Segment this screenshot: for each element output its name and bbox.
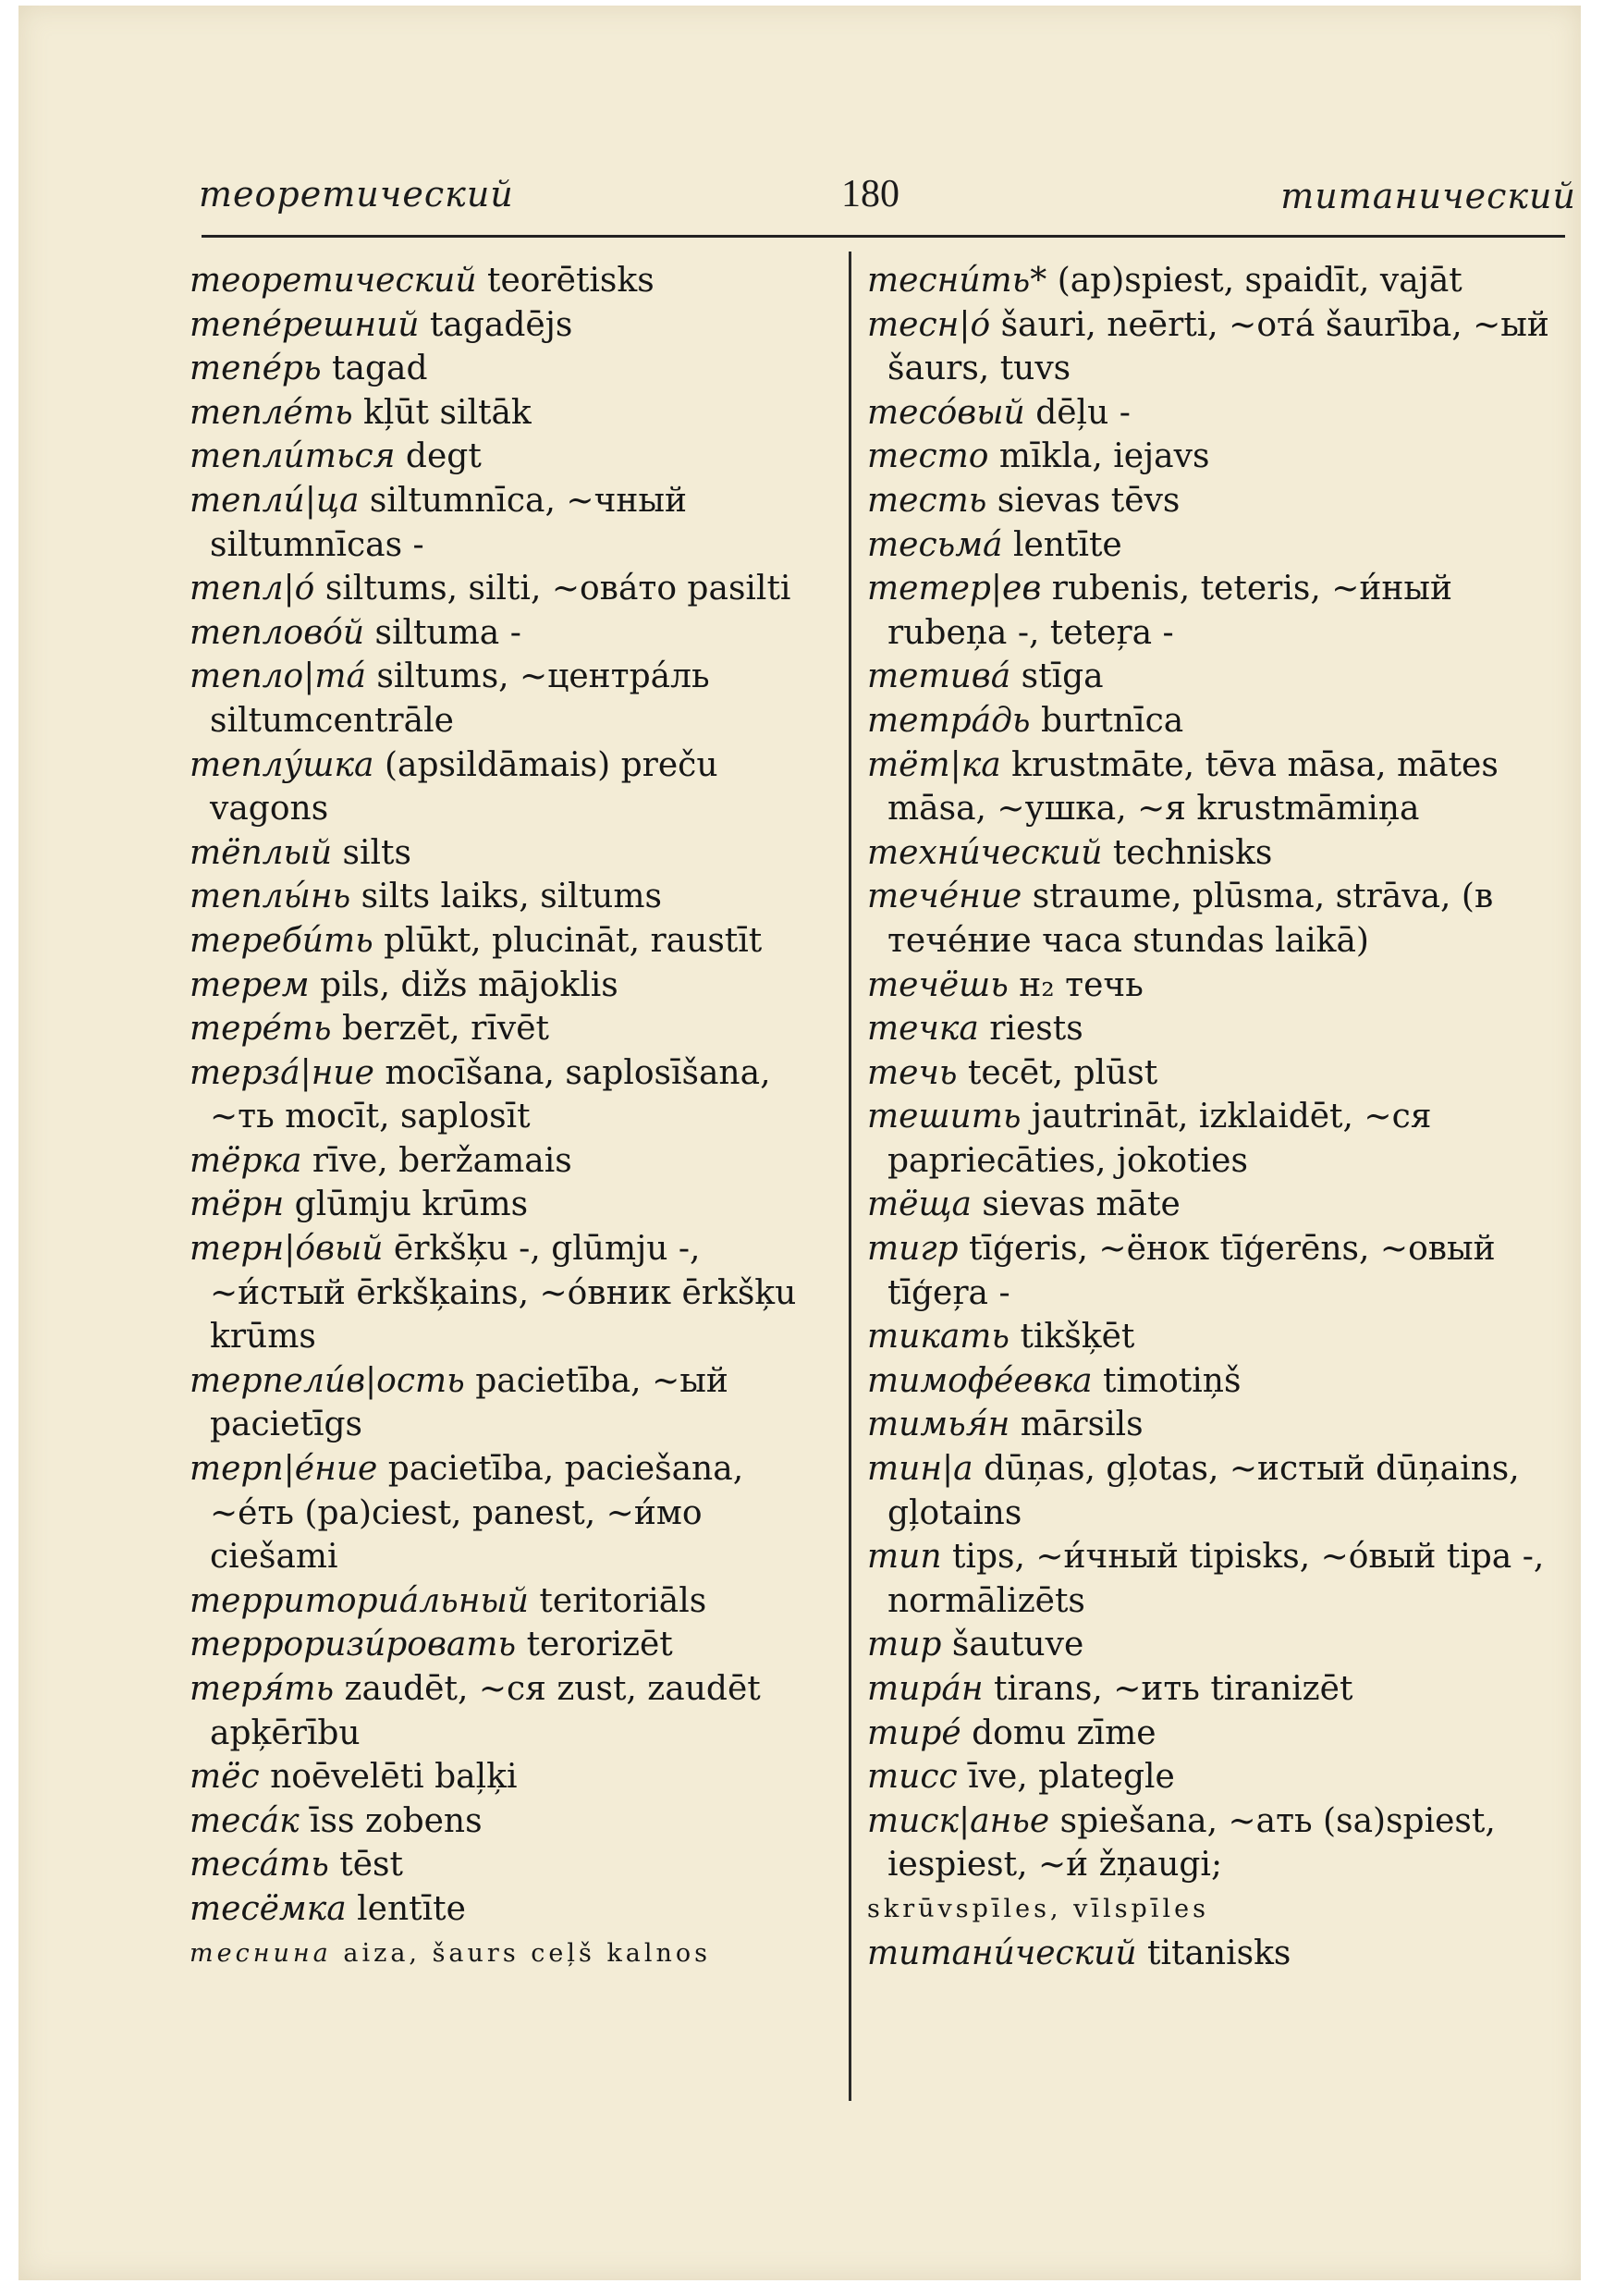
column-divider	[849, 252, 851, 2101]
dictionary-entry	[867, 743, 1560, 831]
entry-translation: (apsildāmais) preču vagons	[210, 745, 718, 829]
entry-headword: тиск|анье	[867, 1801, 1050, 1840]
entry-headword: терпели́в|ость	[190, 1361, 465, 1400]
entry-translation: siltums, ~центра́ль siltumcentrāle	[210, 657, 710, 740]
dictionary-entry	[190, 1932, 837, 1976]
left-column	[190, 259, 837, 1975]
entry-translation: jautrināt, izklaidēt, ~ся papriecāties, jokoties	[887, 1098, 1432, 1180]
dictionary-entry	[190, 435, 837, 479]
entry-translation: (ap)spiest, spaidīt, vajāt	[1057, 262, 1462, 300]
entry-translation: lentīte	[357, 1889, 466, 1928]
running-head	[18, 174, 1581, 220]
dictionary-entry	[867, 1712, 1560, 1756]
entry-headword: тесни́ть*	[867, 262, 1047, 300]
entry-headword: терза́|ние	[190, 1053, 374, 1092]
entry-translation: tēst	[339, 1846, 403, 1885]
dictionary-entry	[190, 1623, 837, 1667]
entry-translation: timotiņš	[1103, 1361, 1242, 1400]
dictionary-entry	[867, 1227, 1560, 1315]
entry-headword: терроризи́ровать	[190, 1626, 517, 1664]
dictionary-entry	[867, 435, 1560, 479]
entry-translation: domu zīme	[972, 1713, 1156, 1752]
dictionary-entry	[867, 1403, 1560, 1447]
entry-translation: siltumnīca, ~чный siltumnīcas -	[210, 481, 688, 564]
entry-translation: terorizēt	[526, 1626, 673, 1664]
dictionary-entry	[867, 875, 1560, 963]
dictionary-page	[18, 6, 1581, 2280]
dictionary-entry	[190, 391, 837, 436]
entry-translation: aiza, šaurs ceļš kalnos	[343, 1938, 712, 1968]
entry-translation: noēvelēti baļķi	[270, 1758, 518, 1797]
dictionary-entry	[867, 1315, 1560, 1359]
entry-translation: degt	[405, 437, 482, 476]
entry-headword: тире́	[867, 1713, 961, 1752]
entry-translation: siltums, silti, ~ова́то pasilti	[324, 570, 791, 608]
entry-translation: tikšķēt	[1020, 1318, 1135, 1357]
entry-headword: тесто	[867, 437, 989, 476]
entry-headword: тесо́вый	[867, 393, 1025, 432]
entry-translation: zaudēt, ~ся zust, zaudēt apķērību	[210, 1670, 761, 1752]
entry-translation: glūmju krūms	[294, 1185, 529, 1224]
entry-translation: šauri, neērti, ~ота́ šaurība, ~ый šaurs, tuvs	[887, 305, 1549, 388]
entry-translation: mīkla, iejavs	[998, 437, 1210, 476]
dictionary-entry	[190, 567, 837, 611]
entry-translation: spiešana, ~ать (sa)spiest, iespiest, ~и́ žņaugi;	[887, 1801, 1496, 1885]
entry-headword: теплово́й	[190, 613, 365, 652]
header-right-word: титанический	[1280, 176, 1576, 216]
dictionary-entry	[190, 1007, 837, 1051]
dictionary-entry	[867, 964, 1560, 1008]
dictionary-entry	[867, 259, 1560, 303]
dictionary-entry	[190, 964, 837, 1008]
entry-translation: mārsils	[1020, 1406, 1144, 1444]
entry-headword: теплы́нь	[190, 878, 351, 916]
dictionary-entry	[867, 567, 1560, 655]
entry-translation: berzēt, rīvēt	[341, 1010, 549, 1049]
entry-translation: rīve, beržamais	[312, 1141, 572, 1180]
dictionary-entry	[190, 743, 837, 831]
dictionary-entry	[867, 699, 1560, 743]
entry-translation: straume, plūsma, strāva, (в тече́ние часа stundas laikā)	[887, 878, 1494, 960]
entry-headword: тира́н	[867, 1670, 984, 1708]
dictionary-entry	[867, 1667, 1560, 1712]
entry-headword: тесн|о́	[867, 305, 991, 344]
dictionary-entry	[867, 1623, 1560, 1667]
entry-translation: sievas māte	[982, 1185, 1181, 1224]
page-number: 180	[841, 173, 899, 215]
entry-translation: plūkt, plucināt, raustīt	[384, 921, 763, 960]
dictionary-entry	[190, 875, 837, 919]
entry-headword: тесёмка	[190, 1889, 347, 1928]
entry-headword: тешить	[867, 1098, 1022, 1136]
entry-headword: тетер|ев	[867, 570, 1042, 608]
dictionary-entry	[190, 1051, 837, 1139]
dictionary-entry	[190, 479, 837, 567]
entry-headword: тече́ние	[867, 878, 1022, 916]
dictionary-entry	[190, 259, 837, 303]
entry-headword: тепли́|ца	[190, 481, 360, 520]
entry-headword: тин|а	[867, 1450, 973, 1489]
entry-headword: тимофе́евка	[867, 1361, 1093, 1400]
entry-headword: тесьма́	[867, 525, 1003, 564]
entry-translation: pacietība, paciešana, ~е́ть (pa)ciest, panest, ~и́мо ciešami	[210, 1450, 744, 1577]
header-left-word: теоретический	[199, 174, 514, 215]
entry-headword: тетива́	[867, 657, 1011, 696]
entry-translation: silts	[342, 833, 411, 872]
entry-headword: тетра́дь	[867, 701, 1031, 740]
entry-translation: teritoriāls	[539, 1581, 707, 1620]
entry-translation: silts laiks, siltums	[361, 878, 662, 916]
dictionary-entry	[190, 1799, 837, 1844]
entry-translation: teorētisks	[486, 262, 655, 300]
entry-translation: pils, dižs mājoklis	[320, 965, 618, 1004]
entry-translation: riests	[989, 1010, 1083, 1049]
entry-translation: tagad	[332, 350, 428, 388]
entry-headword: титани́ческий	[867, 1934, 1137, 1972]
entry-headword: тепе́решний	[190, 305, 420, 344]
right-column	[867, 259, 1560, 1975]
entry-headword: тикать	[867, 1318, 1010, 1357]
dictionary-entry	[867, 655, 1560, 699]
entry-headword: теса́к	[190, 1801, 300, 1840]
entry-translation: īve, plategle	[968, 1758, 1175, 1797]
entry-translation: kļūt siltāk	[363, 393, 532, 432]
dictionary-entry	[190, 1227, 837, 1359]
entry-headword: тере́ть	[190, 1010, 332, 1049]
dictionary-entry	[190, 1843, 837, 1887]
entry-translation: tips, ~и́чный tipisks, ~о́вый tipa -, normālizēts	[887, 1538, 1545, 1620]
entry-headword: тёплый	[190, 833, 333, 872]
dictionary-entry	[867, 1535, 1560, 1623]
dictionary-entry	[867, 1932, 1560, 1976]
dictionary-entry	[190, 831, 837, 876]
entry-headword: тереби́ть	[190, 921, 373, 960]
entry-translation: siltuma -	[374, 613, 521, 652]
entry-headword: течь	[867, 1053, 958, 1092]
entry-headword: теоретический	[190, 262, 477, 300]
entry-translation: stīga	[1021, 657, 1104, 696]
entry-headword: техни́ческий	[867, 833, 1103, 872]
entry-headword: тигр	[867, 1230, 959, 1269]
entry-translation: skrūvspīles, vīlspīles	[867, 1894, 1209, 1923]
dictionary-entry	[190, 1359, 837, 1447]
dictionary-entry	[867, 1755, 1560, 1799]
entry-headword: территориа́льный	[190, 1581, 529, 1620]
entry-translation: tecēt, plūst	[967, 1053, 1158, 1092]
header-rule	[202, 235, 1565, 238]
entry-translation: krustmāte, tēva māsa, mātes māsa, ~ушка, ~я krustmāmiņa	[887, 745, 1499, 829]
dictionary-entry	[190, 611, 837, 656]
entry-headword: тёт|ка	[867, 745, 1001, 784]
entry-headword: тепле́ть	[190, 393, 353, 432]
entry-translation: rubenis, teteris, ~и́ный rubeņa -, teteŗa -	[887, 570, 1453, 652]
dictionary-entry	[190, 1887, 837, 1932]
dictionary-entry	[190, 347, 837, 391]
dictionary-entry	[867, 831, 1560, 876]
entry-headword: тёща	[867, 1185, 972, 1224]
dictionary-entry	[190, 919, 837, 964]
dictionary-entry	[190, 1755, 837, 1799]
entry-translation: lentīte	[1012, 525, 1122, 564]
dictionary-entry	[190, 1447, 837, 1579]
entry-translation: pacietība, ~ый pacietīgs	[210, 1361, 728, 1444]
entry-headword: терп|е́ние	[190, 1450, 378, 1489]
dictionary-entry	[190, 1139, 837, 1184]
entry-headword: тимья́н	[867, 1406, 1010, 1444]
entry-headword: терем	[190, 965, 310, 1004]
entry-headword: тир	[867, 1626, 942, 1664]
dictionary-entry	[190, 655, 837, 743]
entry-headword: теса́ть	[190, 1846, 329, 1885]
dictionary-entry	[867, 1359, 1560, 1404]
entry-headword: тесть	[867, 481, 987, 520]
dictionary-entry	[190, 1183, 837, 1227]
entry-translation: technisks	[1112, 833, 1273, 872]
dictionary-entry	[190, 1579, 837, 1624]
entry-translation: dūņas, gļotas, ~истый dūņains, gļotains	[887, 1450, 1520, 1532]
entry-translation: dēļu -	[1035, 393, 1131, 432]
entry-headword: тисс	[867, 1758, 958, 1797]
dictionary-entry	[867, 1447, 1560, 1535]
entry-translation: tīģeris, ~ёнок tīģerēns, ~овый tīģeŗa -	[887, 1230, 1496, 1312]
entry-headword: теснина	[190, 1938, 332, 1968]
entry-headword: тёрка	[190, 1141, 302, 1180]
entry-headword: течка	[867, 1010, 979, 1049]
entry-translation: н₂ течь	[1019, 965, 1144, 1004]
dictionary-entry	[867, 1887, 1560, 1932]
entry-translation: burtnīca	[1040, 701, 1184, 740]
dictionary-entry	[190, 1667, 837, 1755]
entry-headword: тепл|о́	[190, 570, 315, 608]
dictionary-entry	[867, 303, 1560, 391]
entry-translation: īss zobens	[310, 1801, 483, 1840]
dictionary-entry	[867, 391, 1560, 436]
entry-translation: šautuve	[951, 1626, 1084, 1664]
dictionary-entry	[867, 1007, 1560, 1051]
entry-headword: тёрн	[190, 1185, 285, 1224]
dictionary-entry	[867, 1799, 1560, 1887]
entry-headword: тепе́рь	[190, 350, 322, 388]
entry-headword: тёс	[190, 1758, 260, 1797]
dictionary-entry	[867, 1095, 1560, 1183]
dictionary-entry	[867, 523, 1560, 568]
entry-headword: тепло|та́	[190, 657, 366, 696]
entry-translation: sievas tēvs	[997, 481, 1181, 520]
entry-headword: тепли́ться	[190, 437, 396, 476]
dictionary-entry	[190, 303, 837, 348]
entry-headword: тип	[867, 1538, 942, 1577]
entry-translation: tirans, ~ить tiranizēt	[994, 1670, 1353, 1708]
entry-headword: теплу́шка	[190, 745, 374, 784]
entry-translation: ērkšķu -, glūmju -, ~и́стый ērkšķains, ~о́вник ērkšķu krūms	[210, 1230, 797, 1357]
entry-headword: теря́ть	[190, 1670, 335, 1708]
entry-headword: терн|о́вый	[190, 1230, 384, 1269]
entry-translation: mocīšana, saplosīšana, ~ть mocīt, saplosīt	[210, 1053, 771, 1136]
entry-translation: tagadējs	[429, 305, 573, 344]
entry-translation: titanisks	[1147, 1934, 1291, 1972]
dictionary-entry	[867, 479, 1560, 523]
dictionary-entry	[867, 1183, 1560, 1227]
entry-headword: течёшь	[867, 965, 1009, 1004]
dictionary-entry	[867, 1051, 1560, 1096]
